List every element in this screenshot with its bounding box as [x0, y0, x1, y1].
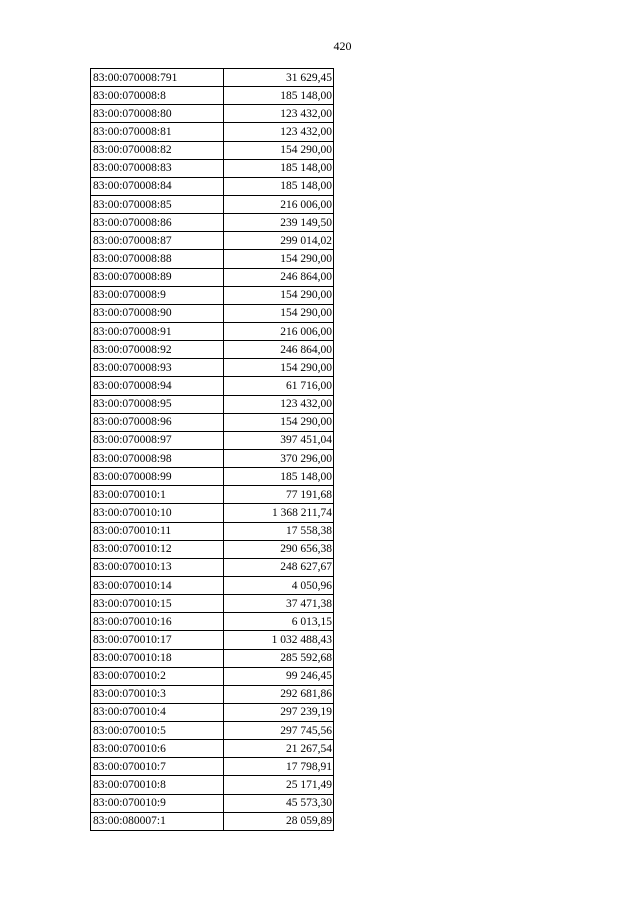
value-cell: 154 290,00: [224, 413, 334, 431]
table-row: [91, 685, 334, 703]
table-row: [91, 159, 334, 177]
cadastral-number-cell: 83:00:070010:16: [91, 613, 224, 631]
table-row: [91, 322, 334, 340]
value-cell: 185 148,00: [224, 177, 334, 195]
value-cell: 6 013,15: [224, 613, 334, 631]
table-row: [91, 558, 334, 576]
table-row: [91, 431, 334, 449]
cadastral-number-cell: 83:00:070008:92: [91, 341, 224, 359]
value-cell: 297 745,56: [224, 722, 334, 740]
table-row: [91, 703, 334, 721]
cadastral-number-cell: 83:00:070008:95: [91, 395, 224, 413]
table-row: [91, 758, 334, 776]
cadastral-number-cell: 83:00:080007:1: [91, 812, 224, 830]
value-cell: 239 149,50: [224, 214, 334, 232]
cadastral-number-cell: 83:00:070010:5: [91, 722, 224, 740]
cadastral-number-cell: 83:00:070010:8: [91, 776, 224, 794]
table-row: [91, 195, 334, 213]
table-row: [91, 341, 334, 359]
cadastral-number-cell: 83:00:070008:83: [91, 159, 224, 177]
table-row: [91, 576, 334, 594]
value-cell: 154 290,00: [224, 250, 334, 268]
table-row: [91, 649, 334, 667]
cadastral-number-cell: 83:00:070008:82: [91, 141, 224, 159]
table-row: [91, 286, 334, 304]
cadastral-number-cell: 83:00:070008:89: [91, 268, 224, 286]
value-cell: 297 239,19: [224, 703, 334, 721]
table-row: [91, 123, 334, 141]
value-cell: 290 656,38: [224, 540, 334, 558]
table-row: [91, 613, 334, 631]
cadastral-number-cell: 83:00:070008:791: [91, 69, 224, 87]
table-body: [91, 69, 334, 831]
cadastral-number-cell: 83:00:070010:14: [91, 576, 224, 594]
cadastral-number-cell: 83:00:070008:87: [91, 232, 224, 250]
table-row: [91, 812, 334, 830]
table-row: [91, 631, 334, 649]
table-row: [91, 722, 334, 740]
table-row: [91, 250, 334, 268]
cadastral-number-cell: 83:00:070008:98: [91, 449, 224, 467]
table-row: [91, 504, 334, 522]
table-row: [91, 69, 334, 87]
cadastral-number-cell: 83:00:070010:6: [91, 740, 224, 758]
cadastral-number-cell: 83:00:070010:1: [91, 486, 224, 504]
value-cell: 246 864,00: [224, 268, 334, 286]
value-cell: 28 059,89: [224, 812, 334, 830]
table-row: [91, 177, 334, 195]
page-number: 420: [333, 39, 352, 53]
table-row: [91, 540, 334, 558]
value-cell: 17 798,91: [224, 758, 334, 776]
value-cell: 154 290,00: [224, 141, 334, 159]
table-row: [91, 268, 334, 286]
value-cell: 99 246,45: [224, 667, 334, 685]
table-row: [91, 449, 334, 467]
table-row: [91, 468, 334, 486]
table-row: [91, 395, 334, 413]
table-row: [91, 359, 334, 377]
table-row: [91, 377, 334, 395]
value-cell: 123 432,00: [224, 123, 334, 141]
cadastral-number-cell: 83:00:070008:86: [91, 214, 224, 232]
value-cell: 154 290,00: [224, 286, 334, 304]
cadastral-number-cell: 83:00:070010:7: [91, 758, 224, 776]
value-cell: 370 296,00: [224, 449, 334, 467]
value-cell: 154 290,00: [224, 304, 334, 322]
cadastral-number-cell: 83:00:070008:85: [91, 195, 224, 213]
table-row: [91, 776, 334, 794]
table-row: [91, 595, 334, 613]
table-row: [91, 214, 334, 232]
cadastral-number-cell: 83:00:070010:17: [91, 631, 224, 649]
cadastral-number-cell: 83:00:070008:93: [91, 359, 224, 377]
cadastral-number-cell: 83:00:070010:2: [91, 667, 224, 685]
cadastral-number-cell: 83:00:070010:18: [91, 649, 224, 667]
cadastral-number-cell: 83:00:070008:97: [91, 431, 224, 449]
value-cell: 123 432,00: [224, 105, 334, 123]
value-cell: 185 148,00: [224, 87, 334, 105]
cadastral-value-table: [90, 68, 334, 831]
value-cell: 292 681,86: [224, 685, 334, 703]
value-cell: 185 148,00: [224, 159, 334, 177]
value-cell: 1 032 488,43: [224, 631, 334, 649]
table-row: [91, 87, 334, 105]
value-cell: 216 006,00: [224, 322, 334, 340]
cadastral-number-cell: 83:00:070008:81: [91, 123, 224, 141]
value-cell: 154 290,00: [224, 359, 334, 377]
table-row: [91, 740, 334, 758]
cadastral-number-cell: 83:00:070008:80: [91, 105, 224, 123]
value-cell: 31 629,45: [224, 69, 334, 87]
cadastral-number-cell: 83:00:070010:11: [91, 522, 224, 540]
cadastral-number-cell: 83:00:070010:9: [91, 794, 224, 812]
value-cell: 185 148,00: [224, 468, 334, 486]
cadastral-number-cell: 83:00:070008:9: [91, 286, 224, 304]
table-row: [91, 522, 334, 540]
value-cell: 25 171,49: [224, 776, 334, 794]
cadastral-number-cell: 83:00:070008:96: [91, 413, 224, 431]
cadastral-number-cell: 83:00:070008:84: [91, 177, 224, 195]
cadastral-number-cell: 83:00:070008:90: [91, 304, 224, 322]
cadastral-number-cell: 83:00:070008:88: [91, 250, 224, 268]
table-row: [91, 486, 334, 504]
table-row: [91, 304, 334, 322]
table-row: [91, 141, 334, 159]
table-row: [91, 667, 334, 685]
value-cell: 285 592,68: [224, 649, 334, 667]
value-cell: 4 050,96: [224, 576, 334, 594]
value-cell: 37 471,38: [224, 595, 334, 613]
value-cell: 1 368 211,74: [224, 504, 334, 522]
cadastral-number-cell: 83:00:070008:99: [91, 468, 224, 486]
cadastral-number-cell: 83:00:070010:10: [91, 504, 224, 522]
cadastral-number-cell: 83:00:070010:12: [91, 540, 224, 558]
value-cell: 61 716,00: [224, 377, 334, 395]
value-cell: 246 864,00: [224, 341, 334, 359]
table-row: [91, 105, 334, 123]
value-cell: 21 267,54: [224, 740, 334, 758]
value-cell: 248 627,67: [224, 558, 334, 576]
cadastral-number-cell: 83:00:070010:4: [91, 703, 224, 721]
table-row: [91, 413, 334, 431]
value-cell: 17 558,38: [224, 522, 334, 540]
value-cell: 299 014,02: [224, 232, 334, 250]
cadastral-number-cell: 83:00:070008:94: [91, 377, 224, 395]
value-cell: 123 432,00: [224, 395, 334, 413]
table-row: [91, 232, 334, 250]
value-cell: 216 006,00: [224, 195, 334, 213]
cadastral-number-cell: 83:00:070010:15: [91, 595, 224, 613]
value-cell: 397 451,04: [224, 431, 334, 449]
table-row: [91, 794, 334, 812]
cadastral-number-cell: 83:00:070010:13: [91, 558, 224, 576]
cadastral-number-cell: 83:00:070008:91: [91, 322, 224, 340]
value-cell: 45 573,30: [224, 794, 334, 812]
value-cell: 77 191,68: [224, 486, 334, 504]
cadastral-number-cell: 83:00:070008:8: [91, 87, 224, 105]
cadastral-number-cell: 83:00:070010:3: [91, 685, 224, 703]
